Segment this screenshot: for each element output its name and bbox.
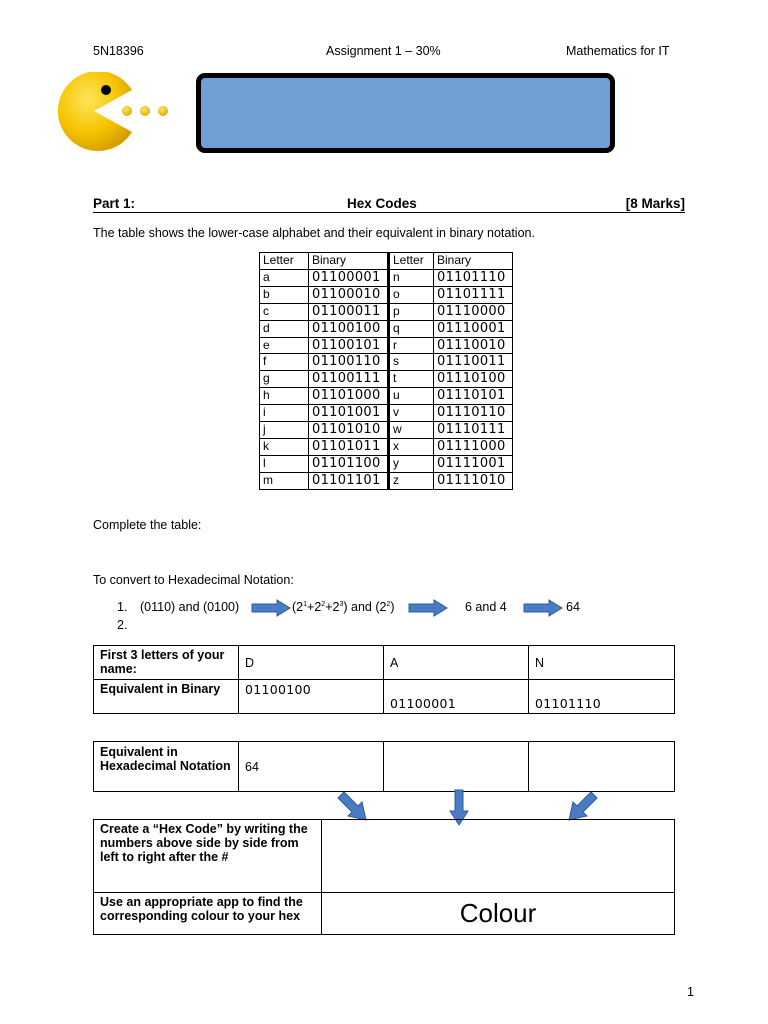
binary-cell: 01100110 (309, 354, 389, 371)
table-row (260, 438, 513, 455)
powers-part: +2 (325, 600, 340, 614)
name-binary-3[interactable]: 01101110 (529, 680, 675, 714)
letter-cell: q (389, 320, 434, 337)
letter-cell: i (260, 405, 309, 422)
alphabet-binary-table (259, 252, 513, 490)
letter-cell: k (260, 438, 309, 455)
letter-cell: f (260, 354, 309, 371)
arrow-right-icon (523, 599, 563, 617)
letter-cell: r (389, 337, 434, 354)
part-marks: [8 Marks] (625, 196, 685, 211)
step-1-decimals: 6 and 4 (465, 600, 507, 614)
letter-cell: w (389, 422, 434, 439)
name-binary-1[interactable]: 01100100 (239, 680, 384, 714)
binary-cell: 01101110 (434, 269, 513, 286)
binary-cell: 01111000 (434, 438, 513, 455)
letter-cell: d (260, 320, 309, 337)
letter-cell: a (260, 269, 309, 286)
complete-instruction: Complete the table: (93, 518, 202, 532)
arrow-right-icon (408, 599, 448, 617)
col-header-letter-2: Letter (389, 253, 434, 270)
binary-cell: 01100001 (309, 269, 389, 286)
table-row (260, 388, 513, 405)
binary-row-label: Equivalent in Binary (94, 680, 239, 714)
step-1-powers (292, 600, 395, 614)
letter-cell: h (260, 388, 309, 405)
binary-cell: 01101000 (309, 388, 389, 405)
letter-cell: m (260, 472, 309, 489)
powers-part: ) and (2 (343, 600, 387, 614)
hex-code-label: Create a “Hex Code” by writing the numbers above side by side from left to right after the # (94, 820, 322, 893)
name-letter-1[interactable]: D (239, 646, 384, 680)
title-banner (196, 73, 615, 153)
hex-value-1[interactable]: 64 (239, 742, 384, 792)
letter-cell: b (260, 286, 309, 303)
binary-cell: 01101011 (309, 438, 389, 455)
binary-cell: 01100100 (309, 320, 389, 337)
letter-cell: s (389, 354, 434, 371)
binary-cell: 01110011 (434, 354, 513, 371)
letter-cell: g (260, 371, 309, 388)
header-assignment: Assignment 1 – 30% (326, 44, 441, 58)
table-row (260, 455, 513, 472)
table-row (260, 472, 513, 489)
powers-part: (2 (292, 600, 304, 614)
binary-cell: 01101010 (309, 422, 389, 439)
binary-cell: 01110000 (434, 303, 513, 320)
name-letter-3[interactable]: N (529, 646, 675, 680)
table-row (260, 303, 513, 320)
binary-cell: 01110111 (434, 422, 513, 439)
colour-answer[interactable]: Colour (322, 893, 675, 935)
name-row-label: First 3 letters of your name: (94, 646, 239, 680)
header-course-code: 5N18396 (93, 44, 144, 58)
letter-cell: u (389, 388, 434, 405)
letter-cell: v (389, 405, 434, 422)
binary-cell: 01110110 (434, 405, 513, 422)
part-label: Part 1: (93, 196, 136, 211)
table-row (260, 320, 513, 337)
intro-text: The table shows the lower-case alphabet and their equivalent in binary notation. (93, 226, 535, 240)
col-header-letter: Letter (260, 253, 309, 270)
hex-code-table (93, 819, 675, 935)
pacman-icon (54, 72, 174, 154)
binary-cell: 01101100 (309, 455, 389, 472)
binary-cell: 01101111 (434, 286, 513, 303)
binary-cell: 01101101 (309, 472, 389, 489)
hex-notation-table (93, 741, 675, 792)
part-title: Hex Codes (347, 196, 417, 211)
binary-cell: 01101001 (309, 405, 389, 422)
binary-cell: 01110010 (434, 337, 513, 354)
table-row (260, 405, 513, 422)
binary-cell: 01110001 (434, 320, 513, 337)
table-row (260, 337, 513, 354)
hex-value-3[interactable] (529, 742, 675, 792)
arrow-down-left-icon (565, 790, 599, 822)
step-1-number: 1. (117, 600, 128, 614)
convert-instruction: To convert to Hexadecimal Notation: (93, 573, 294, 587)
letter-cell: n (389, 269, 434, 286)
letter-cell: c (260, 303, 309, 320)
part-heading (93, 196, 685, 213)
hex-value-2[interactable] (384, 742, 529, 792)
letter-cell: y (389, 455, 434, 472)
name-binary-2[interactable]: 01100001 (384, 680, 529, 714)
letter-cell: l (260, 455, 309, 472)
arrow-down-right-icon (336, 790, 370, 822)
step-2-number: 2. (117, 618, 128, 632)
binary-cell: 01100111 (309, 371, 389, 388)
letter-cell: j (260, 422, 309, 439)
binary-cell: 01110101 (434, 388, 513, 405)
name-letter-2[interactable]: A (384, 646, 529, 680)
binary-cell: 01110100 (434, 371, 513, 388)
binary-cell: 01100010 (309, 286, 389, 303)
step-1-result: 64 (566, 600, 580, 614)
binary-cell: 01100101 (309, 337, 389, 354)
letter-cell: z (389, 472, 434, 489)
powers-part: ) (390, 600, 395, 614)
hex-row-label: Equivalent in Hexadecimal Notation (94, 742, 239, 792)
powers-part: +2 (307, 600, 322, 614)
table-row (260, 354, 513, 371)
letter-cell: t (389, 371, 434, 388)
step-1-nibbles: (0110) and (0100) (140, 600, 240, 614)
arrow-right-icon (251, 599, 291, 617)
table-row (260, 371, 513, 388)
powers-exp: 1 (303, 600, 308, 608)
table-row (260, 269, 513, 286)
binary-cell: 01100011 (309, 303, 389, 320)
table-row (260, 286, 513, 303)
powers-exp: 2 (386, 600, 391, 608)
letter-cell: e (260, 337, 309, 354)
powers-exp: 3 (339, 600, 344, 608)
header-subject: Mathematics for IT (566, 44, 670, 58)
letter-cell: x (389, 438, 434, 455)
col-header-binary-2: Binary (434, 253, 513, 270)
col-header-binary: Binary (309, 253, 389, 270)
name-binary-table (93, 645, 675, 714)
page-number: 1 (687, 985, 694, 999)
table-row (260, 422, 513, 439)
binary-cell: 01111010 (434, 472, 513, 489)
binary-cell: 01111001 (434, 455, 513, 472)
powers-exp: 2 (321, 600, 326, 608)
letter-cell: o (389, 286, 434, 303)
hex-code-answer[interactable] (322, 820, 675, 893)
letter-cell: p (389, 303, 434, 320)
colour-label: Use an appropriate app to find the corresponding colour to your hex (94, 893, 322, 935)
